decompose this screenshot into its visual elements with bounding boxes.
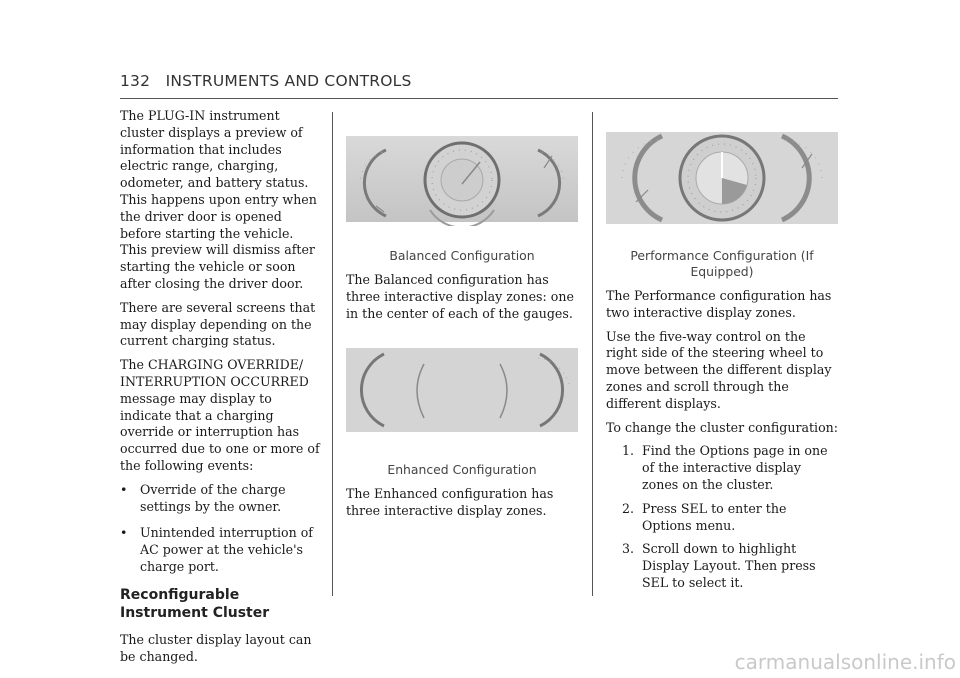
step-item: [606, 501, 838, 535]
bullet-text: Unintended interruption of AC power at the vehicle's charge port.: [140, 525, 313, 574]
column-3: [606, 108, 838, 599]
paragraph-five-way-control: Use the five-way control on the right side of the steering wheel to move between the different display zones and scroll through the different displays.: [606, 328, 832, 411]
paragraph-enhanced: The Enhanced configuration has three interactive display zones.: [346, 486, 554, 519]
bullet-item: [120, 525, 320, 575]
figure-caption: Balanced Configuration: [389, 248, 535, 263]
step-number: 2.: [621, 500, 634, 516]
bullet-mark: •: [120, 525, 128, 541]
column-2: [346, 108, 578, 527]
bullet-mark: •: [120, 481, 128, 497]
performance-configuration-figure: [606, 132, 838, 226]
step-text: Find the Options page in one of the interactive display zones on the cluster.: [642, 443, 828, 492]
step-item: [606, 541, 838, 591]
section-title: INSTRUMENTS AND CONTROLS: [165, 72, 412, 90]
balanced-configuration-figure: [346, 136, 578, 226]
column-1: [120, 108, 320, 672]
figure-caption: Enhanced Configuration: [387, 462, 537, 478]
watermark: carmanualsonline.info: [734, 650, 956, 674]
page-header: [120, 72, 412, 90]
enhanced-configuration-figure: [346, 348, 578, 434]
paragraph-layout-change: The cluster display layout can be changed.: [120, 631, 312, 664]
column-divider-1: [332, 112, 333, 596]
step-number: 1.: [621, 443, 634, 459]
figure-caption: Performance Configuration (If Equipped): [630, 248, 814, 279]
paragraph-balanced: The Balanced configuration has three interactive display zones: one in the center of each of the gauges.: [346, 272, 574, 321]
steps-list: [606, 443, 838, 591]
bullet-item: [120, 482, 320, 516]
paragraph-plugin-preview: The PLUG-IN instrument cluster displays a preview of information that includes electric range, charging, odometer, and battery status. This happens upon entry when the driver door is opened before starting the vehicle. This preview will dismiss after starting the vehicle or soon after closing the driver door.: [120, 108, 317, 291]
paragraph-change-configuration: To change the cluster configuration:: [606, 419, 838, 435]
paragraph-charging-override: The CHARGING OVERRIDE/ INTERRUPTION OCCURRED message may display to indicate that a charging override or interruption has occurred due to one or more of the following events:: [120, 357, 320, 473]
step-text: Scroll down to highlight Display Layout. Then press SEL to select it.: [642, 541, 816, 590]
paragraph-performance: The Performance configuration has two interactive display zones.: [606, 288, 832, 320]
paragraph-screens: There are several screens that may display depending on the current charging status.: [120, 299, 316, 349]
column-divider-2: [592, 112, 593, 596]
bullet-text: Override of the charge settings by the owner.: [140, 481, 286, 514]
header-rule: [120, 98, 838, 99]
step-number: 3.: [621, 541, 634, 557]
step-item: [606, 443, 838, 493]
section-heading: Reconfigurable Instrument Cluster: [120, 586, 270, 621]
step-text: Press SEL to enter the Options menu.: [642, 500, 787, 533]
page-number: 132: [120, 72, 151, 90]
